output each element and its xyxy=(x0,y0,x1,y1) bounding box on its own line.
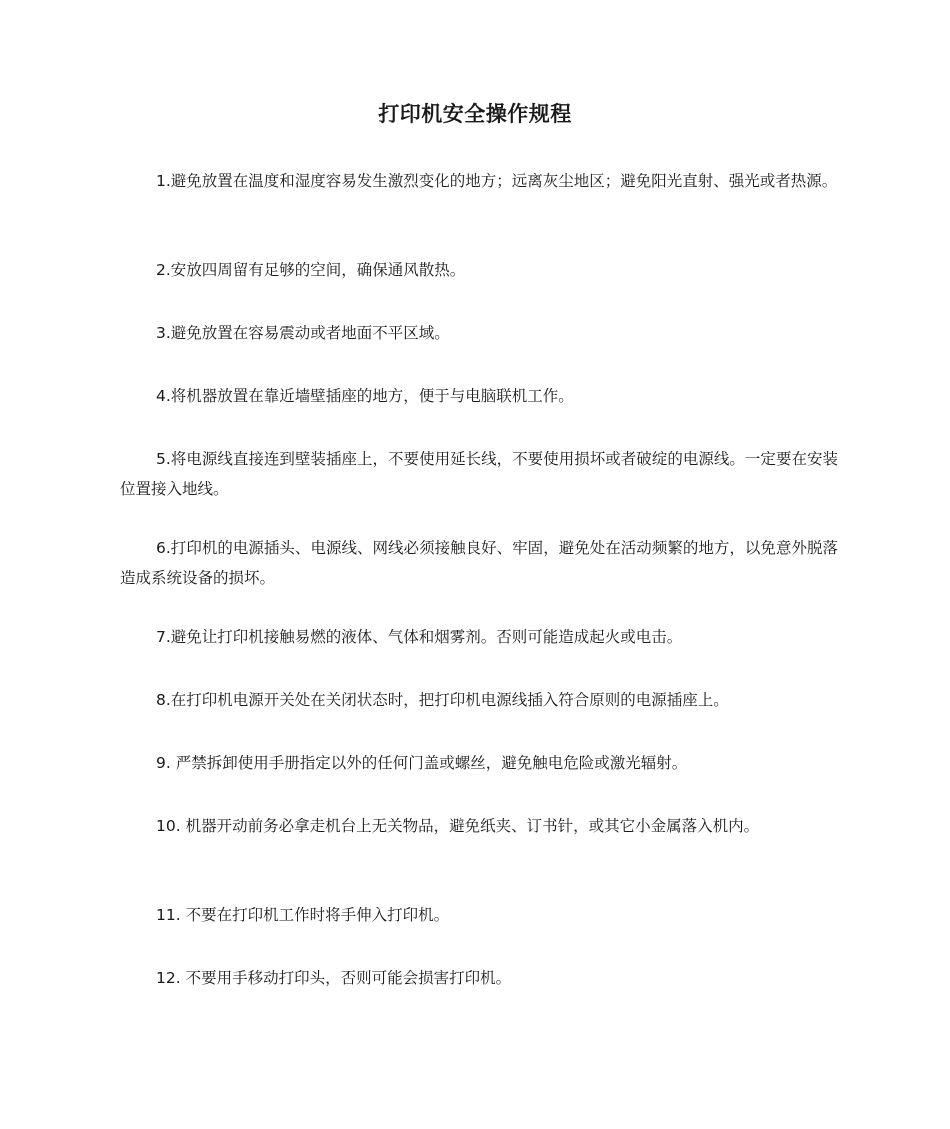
rule-paragraph: 3.避免放置在容易震动或者地面不平区域。 xyxy=(156,324,450,342)
rule-paragraph: 11. 不要在打印机工作时将手伸入打印机。 xyxy=(156,906,450,924)
rule-paragraph: 10. 机器开动前务必拿走机台上无关物品，避免纸夹、订书针，或其它小金属落入机内。 xyxy=(156,817,760,835)
rule-paragraph: 9. 严禁拆卸使用手册指定以外的任何门盖或螺丝，避免触电危险或激光辐射。 xyxy=(156,754,688,772)
rule-paragraph: 1.避免放置在温度和湿度容易发生激烈变化的地方；远离灰尘地区；避免阳光直射、强光或者热源。 xyxy=(156,172,838,190)
document-title: 打印机安全操作规程 xyxy=(378,102,572,126)
rule-paragraph: 6.打印机的电源插头、电源线、网线必须接触良好、牢固，避免处在活动频繁的地方，以免意外脱落造成系统设备的损坏。 xyxy=(120,539,838,587)
rule-paragraph: 7.避免让打印机接触易燃的液体、气体和烟雾剂。否则可能造成起火或电击。 xyxy=(156,628,683,646)
rule-paragraph: 2.安放四周留有足够的空间，确保通风散热。 xyxy=(156,261,466,279)
rule-paragraph: 5.将电源线直接连到壁装插座上，不要使用延长线，不要使用损坏或者破绽的电源线。一定要在安装位置接入地线。 xyxy=(120,450,838,498)
rule-paragraph: 8.在打印机电源开关处在关闭状态时，把打印机电源线插入符合原则的电源插座上。 xyxy=(156,691,729,709)
rule-paragraph: 12. 不要用手移动打印头，否则可能会损害打印机。 xyxy=(156,969,512,987)
rule-paragraph: 4.将机器放置在靠近墙壁插座的地方，便于与电脑联机工作。 xyxy=(156,387,574,405)
